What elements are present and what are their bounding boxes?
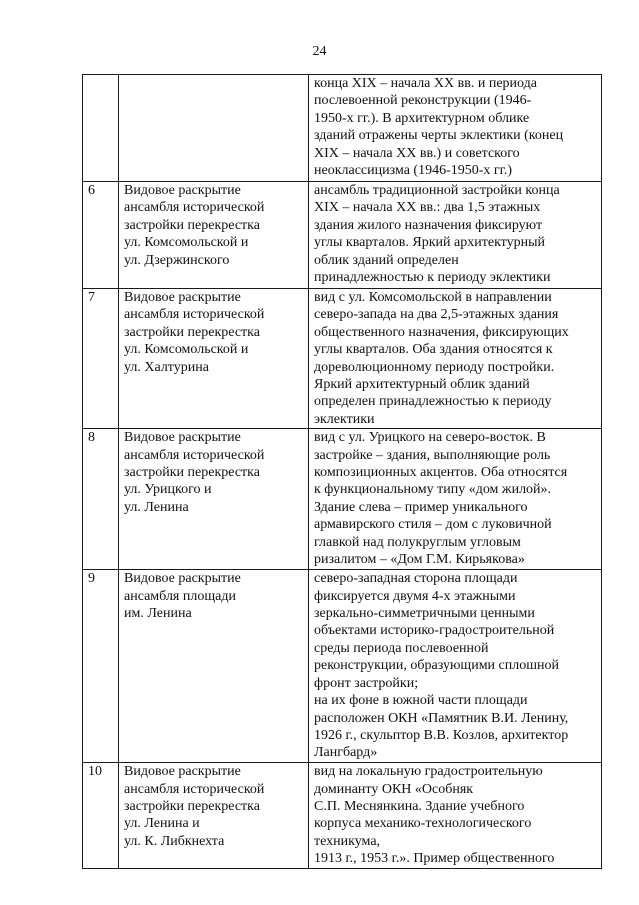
- text-line: С.П. Меснянкина. Здание учебного: [314, 799, 525, 815]
- text-line: определен принадлежностью к периоду: [314, 394, 552, 410]
- text-line: ул. Комсомольской и: [124, 342, 249, 358]
- text-line: углы кварталов. Яркий архитектурный: [314, 235, 546, 251]
- text-line: северо-западная сторона площади: [314, 571, 518, 587]
- text-line: объектами историко-градостроительной: [314, 623, 555, 639]
- text-line: среды периода послевоенной: [314, 640, 489, 656]
- text-line: Видовое раскрытие: [124, 183, 241, 198]
- text-line: доминанту ОКН «Особняк: [314, 781, 474, 797]
- row-number-cell: [83, 763, 119, 868]
- text-line: Видовое раскрытие: [124, 430, 241, 446]
- text-line: ансамбля исторической: [124, 200, 265, 216]
- text-line: ул. К. Либкнехта: [124, 833, 225, 849]
- view-name-cell: [119, 75, 309, 182]
- text-line: 1926 г., скульптор В.В. Козлов, архитектор: [314, 727, 569, 743]
- text-line: армавирского стиля – дом с луковичной: [314, 517, 552, 533]
- text-line: расположен ОКН «Памятник В.И. Ленину,: [314, 710, 569, 726]
- text-line: к функциональному типу «дом жилой».: [314, 482, 552, 498]
- text-line: корпуса механико-технологического: [314, 816, 532, 832]
- text-line: фронт застройки;: [314, 675, 419, 691]
- table-row: [83, 763, 602, 868]
- text-line: застройки перекрестка: [124, 217, 260, 233]
- text-line: ул. Комсомольской и: [124, 235, 249, 251]
- text-line: ул. Ленина: [124, 499, 189, 515]
- row-number: 7: [88, 290, 95, 305]
- text-line: послевоенной реконструкции (1946-: [314, 93, 532, 109]
- text-line: композиционных акцентов. Оба относятся: [314, 465, 568, 481]
- text-line: застройки перекрестка: [124, 465, 260, 481]
- text-line: неоклассицизма (1946-1950-х гг.): [314, 163, 512, 179]
- view-name-cell: [119, 289, 309, 429]
- text-line: Лангбард»: [314, 745, 378, 761]
- text-line: ансамбля площади: [124, 588, 236, 604]
- row-number: 10: [88, 764, 102, 780]
- text-line: ансамбля исторической: [124, 781, 265, 797]
- text-line: техникума,: [314, 833, 381, 849]
- row-number: 8: [88, 430, 95, 446]
- text-line: застройки перекрестка: [124, 324, 260, 340]
- text-line: углы кварталов. Оба здания относятся к: [314, 342, 553, 358]
- text-line: общественного назначения, фиксирующих: [314, 324, 569, 340]
- text-line: вид с ул. Комсомольской в направлении: [314, 290, 552, 305]
- text-line: им. Ленина: [124, 606, 192, 622]
- description-cell: [309, 570, 602, 763]
- text-line: дореволюционному периоду постройки.: [314, 359, 555, 375]
- text-line: XIX – начала XX вв.: два 1,5 этажных: [314, 200, 541, 216]
- row-number: 9: [88, 571, 95, 587]
- text-line: северо-запада на два 2,5-этажных здания: [314, 307, 559, 323]
- text-line: ансамбля исторической: [124, 447, 265, 463]
- text-line: зеркально-симметричными ценными: [314, 606, 535, 622]
- table-row: [83, 289, 602, 429]
- table-row: [83, 182, 602, 289]
- text-line: Видовое раскрытие: [124, 764, 241, 780]
- table-body: [83, 75, 602, 869]
- text-line: принадлежностью к периоду эклектики: [314, 270, 551, 286]
- description-cell: [309, 429, 602, 570]
- description-cell: [309, 289, 602, 429]
- text-line: фиксируется двумя 4-х этажными: [314, 588, 516, 604]
- table-row: [83, 570, 602, 763]
- text-line: вид на локальную градостроительную: [314, 764, 543, 780]
- row-number-cell: [83, 429, 119, 570]
- text-line: ансамбль традиционной застройки конца: [314, 183, 560, 198]
- text-line: Здание слева – пример уникального: [314, 499, 528, 515]
- text-line: вид с ул. Урицкого на северо-восток. В: [314, 430, 546, 446]
- row-number-cell: [83, 75, 119, 182]
- description-cell: [309, 182, 602, 289]
- text-line: зданий отражены черты эклектики (конец: [314, 128, 564, 144]
- text-line: ул. Урицкого и: [124, 482, 212, 498]
- text-line: облик зданий определен: [314, 252, 459, 268]
- description-cell: [309, 763, 602, 868]
- text-line: Видовое раскрытие: [124, 290, 241, 305]
- text-line: 1950-х гг.). В архитектурном облике: [314, 110, 530, 126]
- row-number-cell: [83, 570, 119, 763]
- text-line: главкой над полукруглым угловым: [314, 534, 521, 550]
- text-line: здания жилого назначения фиксируют: [314, 217, 543, 233]
- text-line: 1913 г., 1953 г.». Пример общественного: [314, 851, 555, 867]
- view-name-cell: [119, 763, 309, 868]
- text-line: XIX – начала XX вв.) и советского: [314, 145, 520, 161]
- description-cell: [309, 75, 602, 182]
- text-line: эклектики: [314, 411, 375, 427]
- text-line: ул. Ленина и: [124, 816, 200, 832]
- text-line: ул. Халтурина: [124, 359, 209, 375]
- row-number: 6: [88, 183, 95, 198]
- text-line: Видовое раскрытие: [124, 571, 241, 587]
- page-number: 24: [312, 44, 327, 59]
- view-name-cell: [119, 429, 309, 570]
- text-line: реконструкции, образующими сплошной: [314, 658, 560, 674]
- text-line: ул. Дзержинского: [124, 252, 230, 268]
- text-line: на их фоне в южной части площади: [314, 693, 528, 709]
- table-row: [83, 429, 602, 570]
- row-number-cell: [83, 182, 119, 289]
- view-name-cell: [119, 182, 309, 289]
- row-number-cell: [83, 289, 119, 429]
- text-line: Яркий архитектурный облик зданий: [314, 377, 530, 393]
- text-line: ризалитом – «Дом Г.М. Кирьякова»: [314, 552, 525, 568]
- text-line: конца XIX – начала XX вв. и периода: [314, 76, 537, 91]
- view-name-cell: [119, 570, 309, 763]
- text-line: застройки перекрестка: [124, 799, 260, 815]
- text-line: застройке – здания, выполняющие роль: [314, 447, 551, 463]
- monuments-table: [82, 74, 602, 869]
- text-line: ансамбля исторической: [124, 307, 265, 323]
- table-row: [83, 75, 602, 182]
